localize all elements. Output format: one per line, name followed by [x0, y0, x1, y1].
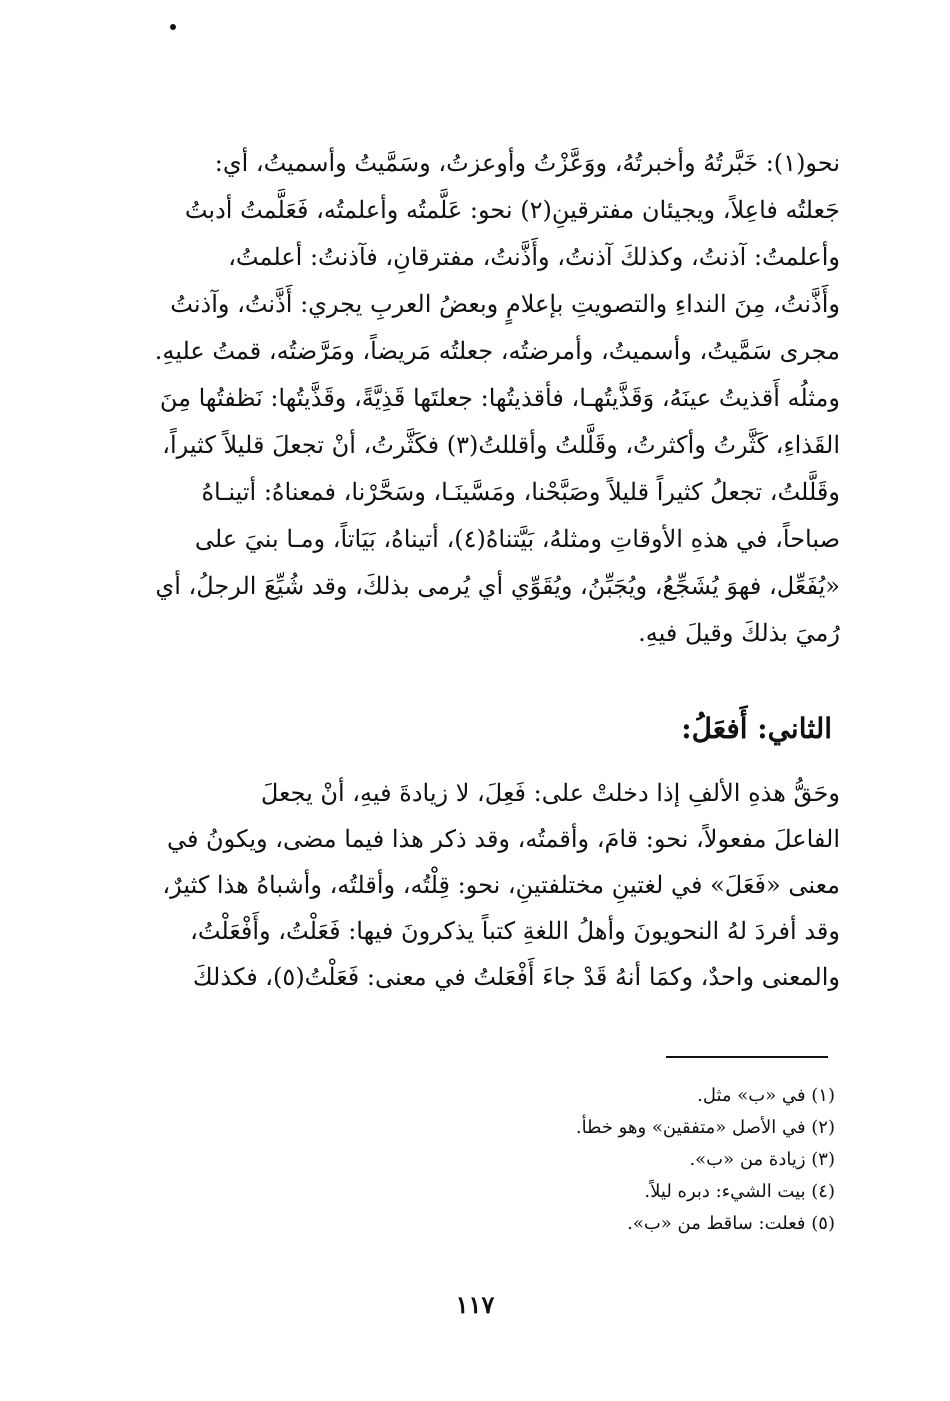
text-line: جَعلتُه فاعِلاً، ويجيئان مفترقينِ(٢) نحو: عَلَّمتُه وأعلمتُه، فَعَلَّمتُ أدبتُ: [184, 196, 840, 224]
section-heading: الثاني: أَفعَلُ:: [681, 712, 832, 745]
footnote: (٢) في الأصل «متفقين» وهو خطأ.: [575, 1117, 835, 1138]
text-line: صباحاً، في هذهِ الأوقاتِ ومثلهُ، بَيَّتناهُ(٤)، أتيناهُ، بَيَاتاً، ومـا بنيَ على: [194, 525, 840, 553]
footnote: (٣) زيادة من «ب».: [689, 1149, 835, 1170]
text-line: وأَذَّنتُ، مِنَ النداءِ والتصويتِ بإعلامٍ وبعضُ العربِ يجري: أَذَّنتُ، وآذنتُ: [170, 290, 840, 318]
footnote: (٥) فعلت: ساقط من «ب».: [627, 1213, 835, 1234]
page-number: ١١٧: [455, 1290, 495, 1319]
footnote-divider: [666, 1056, 828, 1058]
text-line: الفاعلَ مفعولاً، نحو: قامَ، وأقمتُه، وقد ذكر هذا فيما مضى، ويكونُ في: [166, 825, 840, 853]
text-line: القَذاءِ، كَثَّرتُ وأكثرتُ، وقَلَّلتُ وأقللتُ(٣) فكَثَّرتُ، أنْ تجعلَ قليلاً كثيراً،: [162, 431, 840, 459]
text-line: وقد أفردَ لهُ النحويونَ وأهلُ اللغةِ كتباً يذكرونَ فيها: فَعَلْتُ، وأَفْعَلْتُ،: [190, 917, 840, 945]
ink-dot: [170, 24, 176, 30]
paragraph-1: [150, 140, 840, 657]
text-line: وحَقُّ هذهِ الألفِ إذا دخلتْ على: فَعِلَ، لا زيادةَ فيهِ، أنْ يجعلَ: [260, 779, 840, 807]
text-line: والمعنى واحدٌ، وكمَا أنهُ قَدْ جاءَ أَفْعَلتُ في معنى: فَعَلْتُ(٥)، فكذلكَ: [192, 963, 840, 991]
text-line: معنى «فَعَلَ» في لغتينِ مختلفتينِ، نحو: قِلْتُه، وأقلتُه، وأشباهُ هذا كثيرٌ،: [162, 871, 840, 899]
footnote: (٤) بيت الشيء: دبره ليلاً.: [644, 1181, 835, 1202]
footnote: (١) في «ب» مثل.: [697, 1085, 835, 1106]
footnotes: [335, 1080, 835, 1240]
text-line: وقَلَّلتُ، تجعلُ كثيراً قليلاً وصَبَّحْنا، ومَسَّينَـا، وسَحَّرْنا، فمعناهُ: أتينـاهُ: [201, 478, 840, 506]
paragraph-2: [150, 770, 840, 1000]
text-line: نحو(١): خَبَّرتُهُ وأخبرتُهُ، ووَعَّزْتُ وأوعزتُ، وسَمَّيتُ وأسميتُ، أي:: [214, 149, 840, 177]
text-line: ومثلُه أَقذيتُ عينَهُ، وَقَذَّيتُهـا، فأقذيتُها: جعلتَها قَذِيَّةً، وقَذَّيتُها: نَظفتُها مِنَ: [159, 384, 840, 412]
text-line: وأعلمتُ: آذنتُ، وكذلكَ آذنتُ، وأَذَّنتُ، مفترقانِ، فآذنتُ: أعلمتُ،: [228, 243, 840, 271]
text-line: رُميَ بذلكَ وقيلَ فيهِ.: [638, 619, 840, 647]
text-line: مجرى سَمَّيتُ، وأسميتُ، وأمرضتُه، جعلتُه مَريضاً، ومَرَّضتُه، قمتُ عليهِ.: [154, 337, 840, 365]
text-line: «يُفَعِّل، فهوَ يُشَجِّعُ، ويُجَبِّنُ، ويُقَوِّي أي يُرمى بذلكَ، وقد شُيِّعَ الرجلُ، أي: [155, 572, 840, 600]
